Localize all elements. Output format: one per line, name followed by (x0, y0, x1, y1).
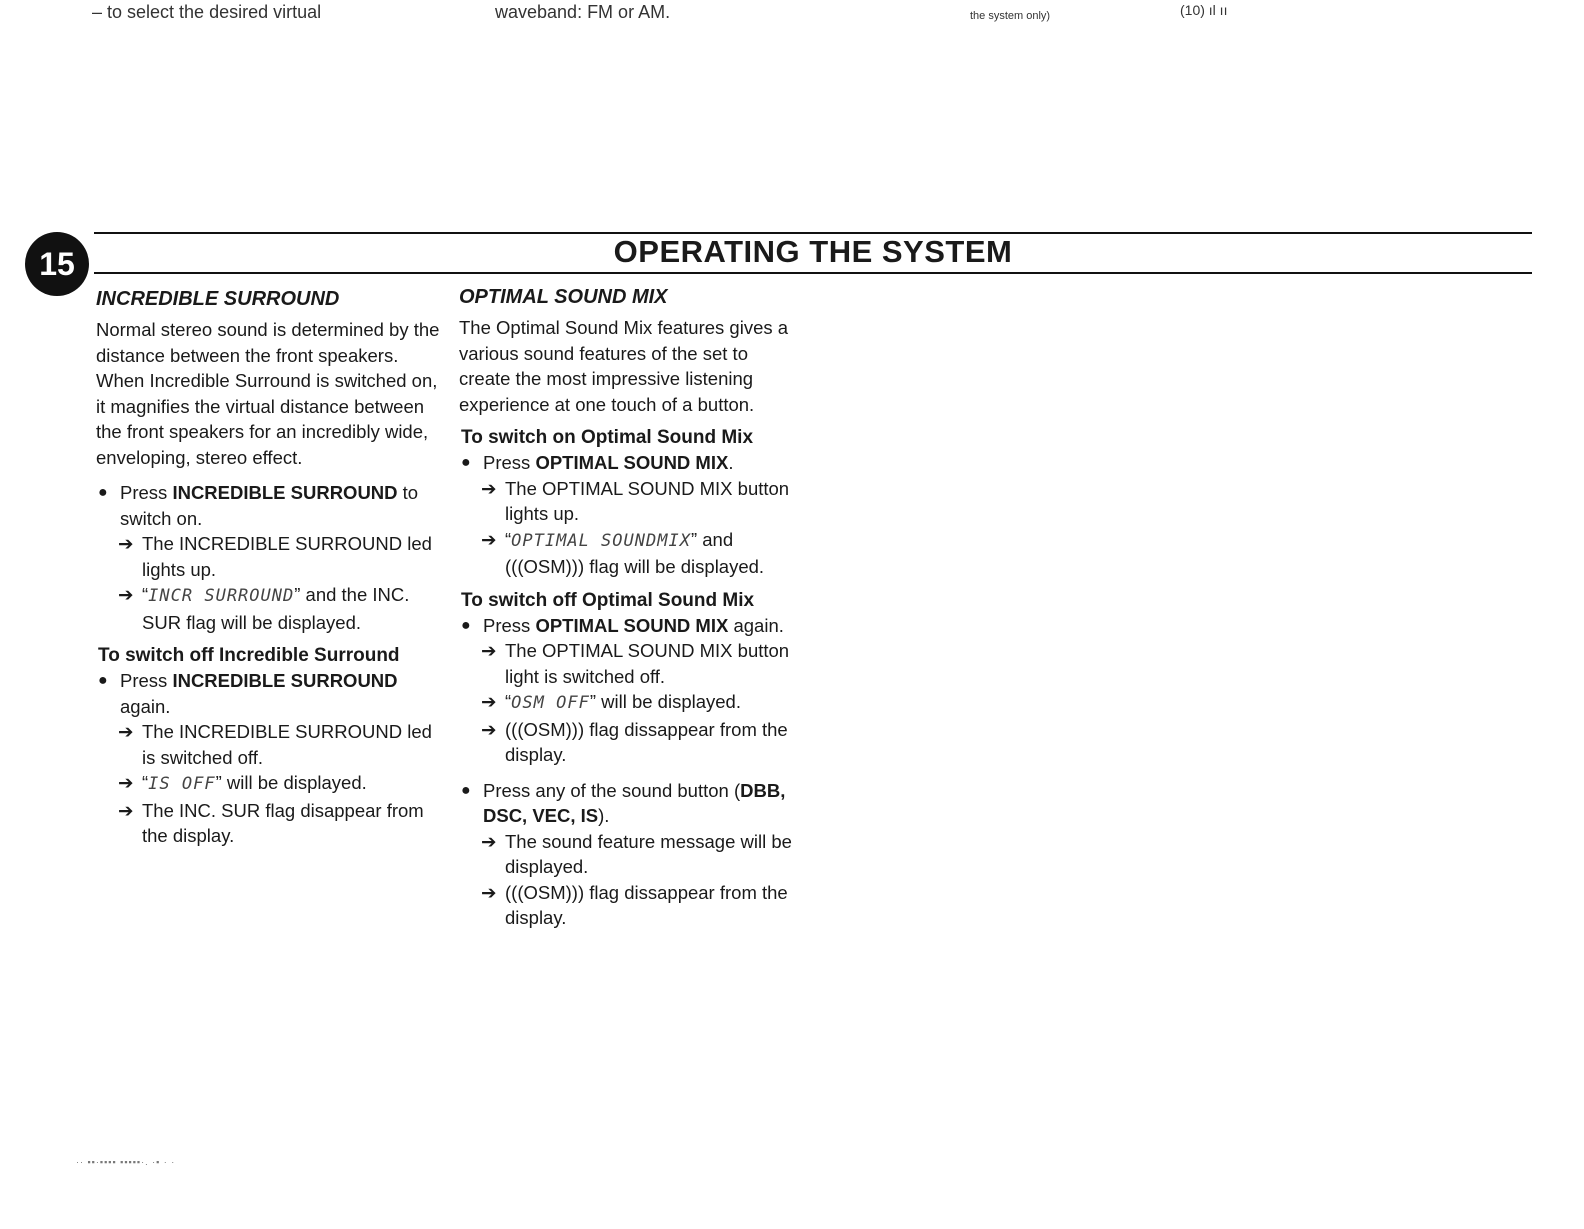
osm-any-result-1 (481, 829, 804, 880)
step-suffix: ). (598, 805, 610, 826)
step-suffix: again. (728, 614, 784, 636)
result-text: ” will be displayed. (215, 772, 367, 793)
optimal-sound-mix-column (459, 283, 804, 931)
quote-open: “ (142, 584, 149, 605)
optimal-sound-mix-button-label: OPTIMAL SOUND MIX (535, 452, 729, 473)
result-text: The INCREDIBLE SURROUND led lights up. (142, 533, 432, 580)
result-text: ” will be displayed. (589, 691, 741, 712)
is-on-result-2 (118, 582, 441, 635)
arrow-icon: ➔ (118, 799, 134, 821)
sound-buttons-label: DBB, DSC, VEC, IS (483, 779, 786, 826)
quote-open: “ (505, 691, 512, 712)
result-text: ” and (((OSM))) flag will be displayed. (505, 528, 765, 577)
result-text: (((OSM))) flag dissappear from the display. (505, 718, 788, 765)
arrow-icon: ➔ (481, 881, 497, 903)
step-prefix: Press (483, 614, 536, 636)
step-prefix: Press (120, 482, 173, 503)
lcd-message: INCR SURROUND (148, 586, 295, 606)
step-suffix: again. (120, 695, 171, 717)
bullet-icon: ● (98, 672, 108, 689)
step-prefix: Press (120, 670, 173, 691)
result-text: The OPTIMAL SOUND MIX button lights up. (505, 477, 790, 524)
result-text: The INC. SUR flag disappear from the display. (142, 799, 424, 846)
optimal-sound-mix-button-label: OPTIMAL SOUND MIX (535, 614, 729, 636)
result-text: The sound feature message will be displayed. (505, 830, 792, 877)
osm-on-step (459, 450, 804, 476)
is-off-step (96, 668, 441, 719)
prev-page-fragment-icons: (10) ıl ıı (1180, 2, 1228, 18)
section-title: OPERATING THE SYSTEM (613, 234, 1013, 269)
prev-page-fragment-right: the system only) (970, 10, 1051, 22)
optimal-sound-mix-intro: The Optimal Sound Mix features gives a various sound features of the set to create the most impressive listening experience at one touch of a button. (459, 317, 789, 415)
step-prefix: Press (483, 452, 536, 473)
prev-page-fragment-middle: waveband: FM or AM. (495, 2, 671, 22)
result-text: ” and the INC. SUR flag will be displayed. (142, 584, 410, 633)
scan-artifact: ·· ▪▪·▪▪▪▪ ▪▪▪▪▪·. ·▪ · · (76, 1157, 176, 1167)
arrow-icon: ➔ (118, 721, 134, 742)
bullet-icon: ● (461, 454, 471, 471)
osm-off-heading: To switch off Optimal Sound Mix (461, 589, 755, 611)
osm-off-step (459, 613, 804, 639)
header-rule-bottom (94, 272, 1532, 274)
optimal-sound-mix-heading: OPTIMAL SOUND MIX (459, 286, 668, 308)
lcd-message: OSM OFF (511, 693, 590, 713)
bullet-icon: ● (461, 616, 471, 634)
result-text: The OPTIMAL SOUND MIX button light is switched off. (505, 640, 790, 687)
incredible-surround-intro: Normal stereo sound is determined by the distance between the front speakers. When Incredible Surround is switched on, it magnifies the virtual distance between the front speakers for an incredibly wide, enveloping, stereo effect. (96, 319, 440, 468)
arrow-icon: ➔ (481, 640, 497, 661)
is-off-heading: To switch off Incredible Surround (98, 645, 400, 666)
osm-any-result-2 (481, 880, 804, 931)
bullet-icon: ● (98, 484, 108, 501)
lcd-message: OPTIMAL SOUNDMIX (511, 530, 691, 551)
arrow-icon: ➔ (481, 528, 497, 550)
arrow-icon: ➔ (118, 772, 134, 793)
osm-on-result-1 (481, 476, 804, 527)
arrow-icon: ➔ (481, 691, 497, 712)
quote-open: “ (505, 528, 512, 550)
osm-off-result-1 (481, 638, 804, 689)
arrow-icon: ➔ (118, 533, 134, 554)
incredible-surround-heading: INCREDIBLE SURROUND (96, 288, 340, 310)
incredible-surround-button-label: INCREDIBLE SURROUND (172, 482, 398, 503)
page-number-badge: 15 (25, 232, 89, 296)
quote-open: “ (142, 772, 149, 793)
is-on-result-1 (118, 531, 441, 582)
is-off-result-3 (118, 798, 441, 849)
lcd-message: IS OFF (148, 774, 216, 794)
osm-off-result-2 (481, 689, 804, 717)
step-suffix: to switch on. (120, 482, 419, 529)
result-text: The INCREDIBLE SURROUND led is switched off. (142, 721, 432, 768)
osm-on-heading: To switch on Optimal Sound Mix (461, 427, 754, 448)
arrow-icon: ➔ (481, 477, 497, 499)
is-off-result-1 (118, 719, 441, 770)
step-prefix: Press any of the sound button ( (483, 779, 741, 801)
osm-off-result-3 (481, 717, 804, 768)
osm-on-result-2 (481, 527, 804, 580)
arrow-icon: ➔ (481, 718, 497, 740)
result-text: (((OSM))) flag dissappear from the display. (505, 881, 788, 928)
step-suffix: . (728, 452, 734, 473)
osm-any-sound-step (459, 778, 804, 829)
arrow-icon: ➔ (118, 584, 134, 605)
incredible-surround-button-label: INCREDIBLE SURROUND (172, 670, 398, 691)
is-on-step (96, 480, 441, 531)
bullet-icon: ● (461, 781, 471, 799)
prev-page-fragment-left: – to select the desired virtual (92, 2, 322, 22)
incredible-surround-column (96, 285, 441, 849)
arrow-icon: ➔ (481, 830, 497, 852)
is-off-result-2 (118, 770, 441, 798)
